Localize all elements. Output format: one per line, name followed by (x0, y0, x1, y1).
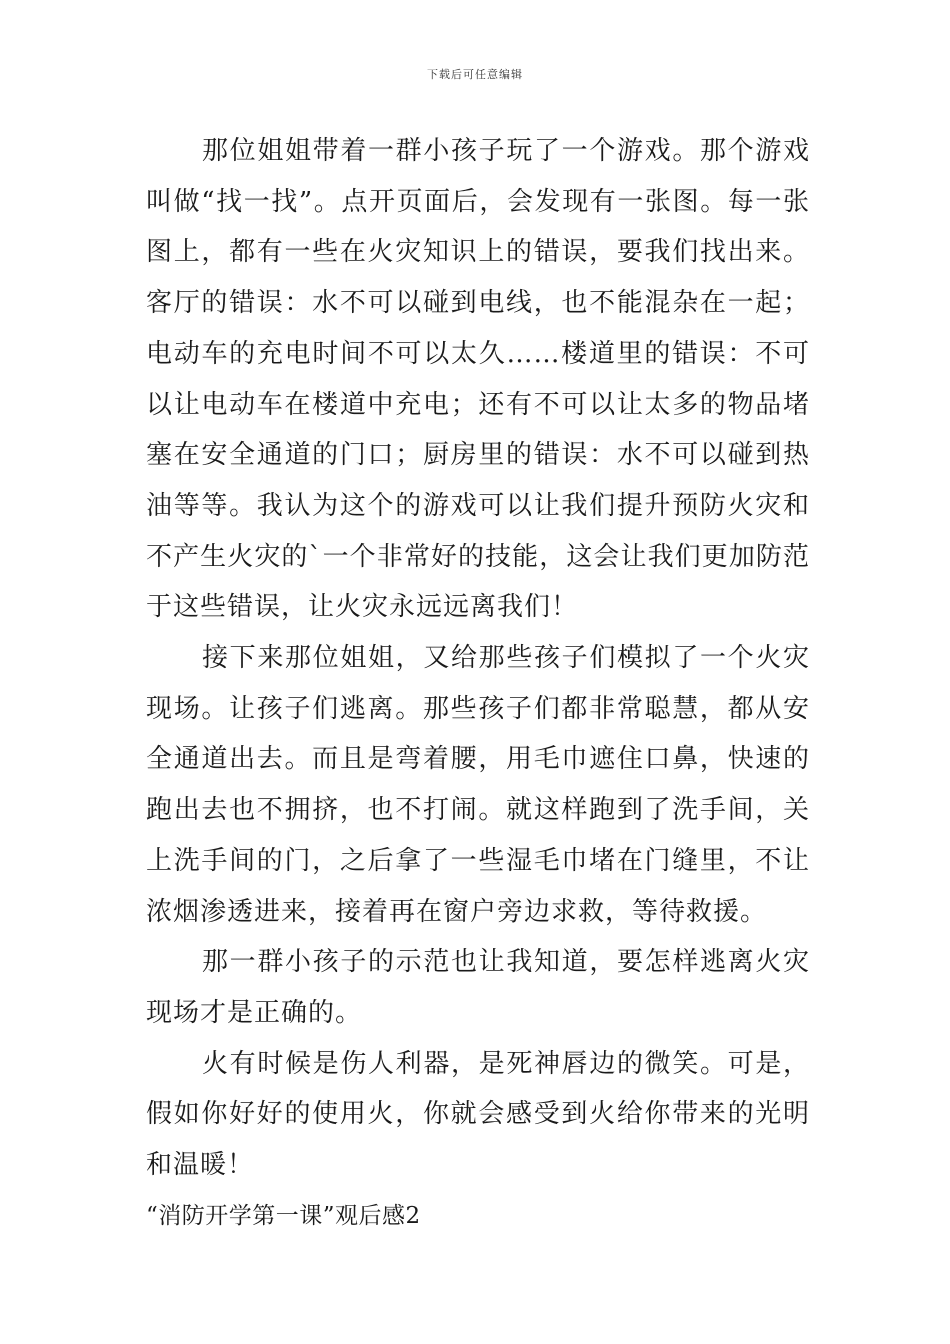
paragraph-4: 火有时候是伤人利器，是死神唇边的微笑。可是，假如你好好的使用火，你就会感受到火给你带来的光明和温暖！ (146, 1048, 810, 1181)
paragraph-1: 那位姐姐带着一群小孩子玩了一个游戏。那个游戏叫做“找一找”。点开页面后，会发现有一张图。每一张图上，都有一些在火灾知识上的错误，要我们找出来。客厅的错误：水不可以碰到电线，也不能混杂在一起；电动车的充电时间不可以太久……楼道里的错误：不可以让电动车在楼道中充电；还有不可以让太多的物品堵塞在安全通道的门口；厨房里的错误：水不可以碰到热油等等。我认为这个的游戏可以让我们提升预防火灾和不产生火灾的`一个非常好的技能，这会让我们更加防范于这些错误，让火灾永远远离我们！ (146, 136, 810, 623)
body-text (146, 126, 810, 1241)
section-title: “消防开学第一课”观后感2 (146, 1202, 421, 1229)
paragraph-2: 接下来那位姐姐，又给那些孩子们模拟了一个火灾现场。让孩子们逃离。那些孩子们都非常聪慧，都从安全通道出去。而且是弯着腰，用毛巾遮住口鼻，快速的跑出去也不拥挤，也不打闹。就这样跑到了洗手间，关上洗手间的门，之后拿了一些湿毛巾堵在门缝里，不让浓烟渗透进来，接着再在窗户旁边求救，等待救援。 (146, 643, 810, 927)
header-note: 下载后可任意编辑 (427, 68, 523, 81)
paragraph-3: 那一群小孩子的示范也让我知道，要怎样逃离火灾现场才是正确的。 (146, 947, 810, 1028)
